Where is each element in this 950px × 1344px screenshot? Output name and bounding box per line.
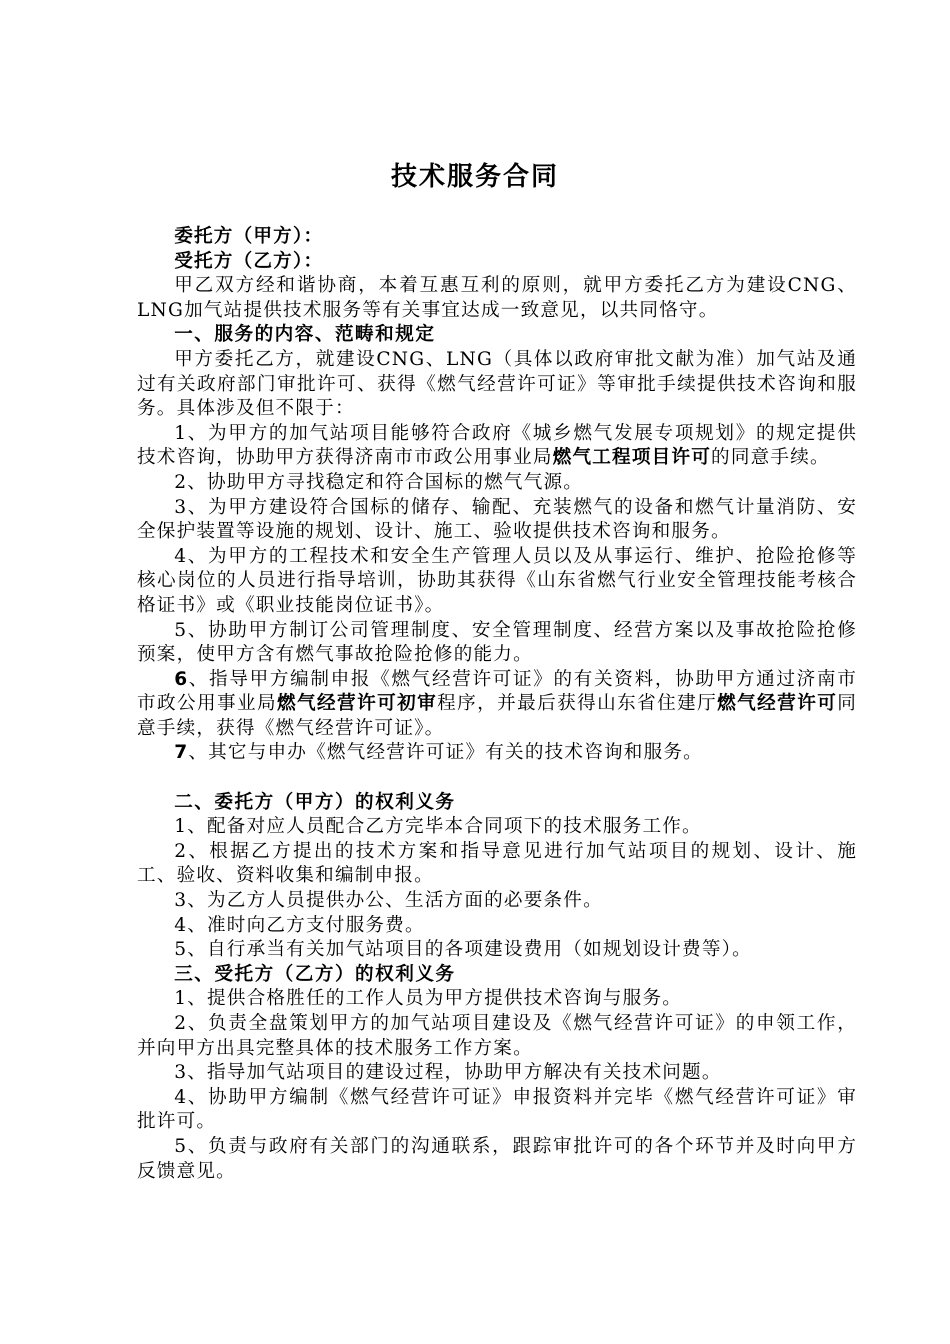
intro-paragraph: 甲乙双方经和谐协商，本着互惠互利的原则，就甲方委托乙方为建设CNG、LNG加气站提供技术服务等有关事宜达成一致意见，以共同恪守。 — [137, 275, 857, 321]
section1-intro: 甲方委托乙方，就建设CNG、LNG（具体以政府审批文献为准）加气站及通过有关政府部门审批许可、获得《燃气经营许可证》等审批手续提供技术咨询和服务。具体涉及但不限于： — [137, 348, 857, 420]
document-title: 技术服务合同 — [390, 162, 559, 192]
section3-item-5: 5、负责与政府有关部门的沟通联系，跟踪审批许可的各个环节并及时向甲方反馈意见。 — [137, 1135, 857, 1182]
document-body — [137, 225, 857, 1184]
section3-item-2: 2、负责全盘策划甲方的加气站项目建设及《燃气经营许可证》的申领工作，并向甲方出具完整具体的技术服务工作方案。 — [137, 1013, 857, 1059]
section2-item-3: 3、为乙方人员提供办公、生活方面的必要条件。 — [174, 890, 603, 912]
section2-item-1: 1、配备对应人员配合乙方完毕本合同项下的技术服务工作。 — [174, 816, 702, 838]
section1-item-4: 4、为甲方的工程技术和安全生产管理人员以及从事运行、维护、抢险抢修等核心岗位的人员进行指导培训，协助其获得《山东省燃气行业安全管理技能考核合格证书》或《职业技能岗位证书》。 — [137, 545, 857, 616]
section1-heading: 一、服务的内容、范畴和规定 — [174, 324, 436, 346]
section1-item-2: 2、协助甲方寻找稳定和符合国标的燃气气源。 — [174, 471, 584, 493]
section1-item-5: 5、协助甲方制订公司管理制度、安全管理制度、经营方案以及事故抢险抢修预案，使甲方含有燃气事故抢险抢修的能力。 — [137, 619, 857, 666]
section2-heading: 二、委托方（甲方）的权利义务 — [174, 791, 456, 813]
section2-item-2: 2、根据乙方提出的技术方案和指导意见进行加气站项目的规划、设计、施工、验收、资料收集和编制申报。 — [137, 840, 857, 887]
section2-item-4: 4、准时向乙方支付服务费。 — [174, 914, 425, 936]
section3-item-1: 1、提供合格胜任的工作人员为甲方提供技术咨询与服务。 — [174, 988, 683, 1010]
paragraph-gap — [137, 766, 857, 791]
section3-heading: 三、受托方（乙方）的权利义务 — [174, 963, 456, 985]
section1-item-7: 7、其它与申办《燃气经营许可证》有关的技术咨询和服务。 — [174, 742, 703, 764]
party-b-line: 受托方（乙方）： — [174, 250, 324, 272]
party-a-line: 委托方（甲方）： — [174, 226, 324, 247]
section3-item-4: 4、协助甲方编制《燃气经营许可证》申报资料并完毕《燃气经营许可证》审批许可。 — [137, 1086, 857, 1133]
section2-item-5: 5、自行承当有关加气站项目的各项建设费用（如规划设计费等）。 — [174, 939, 752, 961]
section1-item-1: 1、为甲方的加气站项目能够符合政府《城乡燃气发展专项规划》的规定提供技术咨询，协助甲方获得济南市市政公用事业局燃气工程项目许可的同意手续。 — [137, 422, 857, 469]
section1-item-6: 6、指导甲方编制申报《燃气经营许可证》的有关资料，协助甲方通过济南市市政公用事业局燃气经营许可初审程序，并最后获得山东省住建厅燃气经营许可同意手续，获得《燃气经营许可证》。 — [137, 668, 857, 739]
section1-item-3: 3、为甲方建设符合国标的储存、输配、充装燃气的设备和燃气计量消防、安全保护装置等设施的规划、设计、施工、验收提供技术咨询和服务。 — [137, 496, 857, 543]
section3-item-3: 3、指导加气站项目的建设过程，协助甲方解决有关技术问题。 — [174, 1062, 722, 1084]
